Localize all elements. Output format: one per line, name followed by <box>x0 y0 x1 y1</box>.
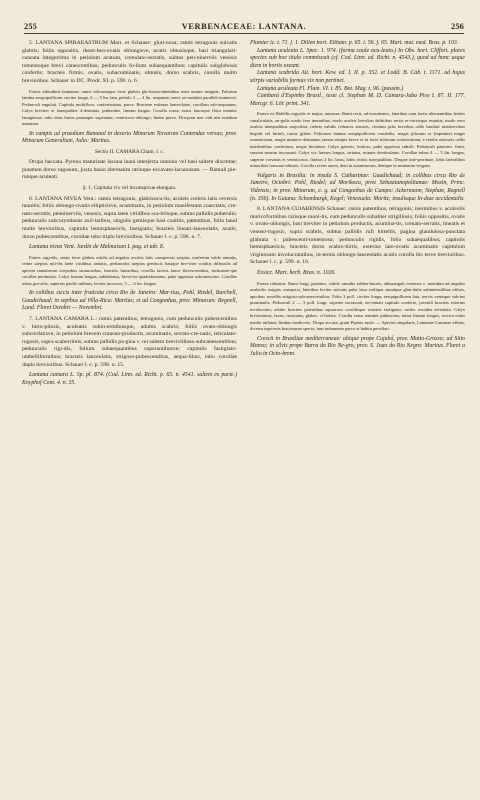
species-5-locality: In campis ad praedium Bananal in deserto Minarum Novarum Contendas versus; prov. Minarum Generalium, Julio: Martius. <box>22 130 237 145</box>
left-column <box>22 40 237 387</box>
section-heading: Sectio II. CAMARA Cham. l. c. <box>94 148 165 155</box>
species-6-description: 6. LANTANA NIVEA Vent.: ramis tetragonis, glabriuscu-lis, aculeis crebris latis reversis munitis; foliis oblongo-ovatis ellipticisve, acuminatis, in petiolum manifestum coarctatis, cre-nato-serratis, penninerviis, venosis, supra laete viridibus sca-brisque, subtus pallidis puberulis; pedunculis subcorymbosis axil-laribus, singulis gemisque basi coalitis, patentibus, folio haud multo brevioribus, capitulis hemisphaericis, fastigiatis; bracteis lineari-lanceolatis, acutis, dorso pubescentibus, corollae tubo triplo brevioribus. Schauer l. c. p. 596. n. 7. <box>22 195 237 240</box>
species-7-synonym-flum: Lantana aculeata Fl. Flum. VI. t. 85. Bot. Mag. t. 96. (passim.) <box>257 85 404 92</box>
species-8-notes: Frutex robustus. Rami longi, patentes, validi; ramulis sebber-baceis, obtusanguli, inermes v. interdum ad angulos aculeolis exiguis conspersi, lateribus leviter sulcatis pube laxa exiliqua simulque glan-dulis submeessilibus affixis, apicibus novellis strigoso-subcanescentibus. Folia 3 poll. circiter longa, sesquipollicem lata, nervis venisque sub-tus prominulis. Pedunculi 2 — 3 poll. longi, superne incrassati, ter-minati capitulo conferto, juvenili bracteis exterius involucrato; adulto bracteis patentibus squarroso corollisque exsertis fastigiato; rachis ovoidea alveolata. Calyx brevissimus, laxus, truncatus, glaber, ci-liolato. Corolla extus tenuiter pubescens; tubus lineam longus, recticu-culus medio inflatus; limbus mediocris. Drupa siccata, grani Piperis mole. — Species singularis, Lantanae Camarae affinis, diversa inpri-mis bractearum specie, tum indumento parco et habitu peculiari. <box>250 280 465 332</box>
species-5-notes: Frutex altitudinis humanae, ramis foliorumque facie glabris glu-tinoso-nitentibus inter omnes insignis. Folorum lamina sesquipollicem circiter longa, 6 — 9 lin. lata, petiolo 2 — 4 lin. aequante; nervi se-cundarii paralleli numerosi. Pedunculi angulati. Capitula multiflora, confertissima, parva. Bracteae extimae lanceolatae, corollam sub-aequantes. Calyx breviter et inaequaliter 4-dentatus, puberulus, lineam longus. Corolla rosea, extus faucaque flava tenuiter lanuginosa; tubo duas lineas parumper superante, ventricoso-oblongo; limbo parvo. Dru-pam non vidi nisi nondum maturam. <box>22 88 237 127</box>
species-7-synonym: Lantana camara L. Sp. pl. 874. (Cod. Linn. ed. Richt. p. 65. n. 4541. saltem ex parte.) Knyphof Cent. 4. n. 35. <box>22 372 237 386</box>
species-7-locality: Vulgaris in Brasilia: in insula S. Catharinae: Gaudichaud; in collibus circa Rio de Janeiro, Octobri: Pohl, Riedel; ad Morikoca, prov. Sebastianopolitanae: Mozin, Princ. Vidensis; in prov. Minarum, e. g. ad Congonhas de Campo: Ackermann, Stephan, Regnell (n. 356). In Guiana: Schomburgk, Kegel; Venezuela: Moritz; insulisque In-diae occidentalis. <box>250 172 465 202</box>
species-8-exsiccata: Exsicc. Mart. herb. Bras. n. 1026. <box>257 269 336 276</box>
species-8-locality: Crescit in Brasiliae mediterraneae: ubique prope Cujabá, prov. Matto-Grosso; ad Sitio Manso; in silvis prope Barra do Rio Ne-gro, prov. S. Joao do Rio Negro: Martius. Floret a Julio in Octo-brem. <box>250 335 465 357</box>
species-5-description: 5. LANTANA SPIRAEASTRUM Mart. et Schauer: gluti-nosa; ramis tetragonis sulcatis glabris; foliis oppositis, rhom-beo-ovatis oblongisve, acutis obtusisque, basi triangulari-cuneata integerrima in petiolum acutum, crenulato-serratis, subtus pen-ninerviis venosis tomentoque brevi canescentibus; pedunculis fo-lium subaequantibus; capitulis subglobosis confertis; bracteis firmis, ovatis, subacuminatis, obtusis, dorso scabris, corolla multo brevioribus. Schauer in DC. Prodr. XI. p. 596. n. 6. <box>22 40 237 84</box>
running-title: VERBENACEAE: LANTANA. <box>181 22 307 31</box>
species-6-synonym: Lantana nivea Vent. Jardin de Malmaison I. pag. et tab. 8. <box>29 244 165 251</box>
subsection-heading: §. 1. Capitula vix vel inconspicue elongata. <box>82 185 177 192</box>
text-columns <box>22 40 466 387</box>
species-7-synonym-scabrida: Lantana scabrida Ait. hort. Kew. ed. I. II. p. 352. et Lodd. B. Cab. t. 1171. ad hujus stirpis variabilis formas vix non pertinet. <box>250 70 465 84</box>
species-7-synonym-aculeata: Lantana aculeata L. Spec. 1. 974. (forma caule acu-leato.) In Obs. hort. Cliffort. plures species sub hoc titulo commiscuit (cf. Cod. Linn. ed. Richt. n. 4543.), quod ad hunc usque diem in hortis exeunt. <box>250 47 465 69</box>
species-8-description: 8. LANTANA CUJABENSIS Schauer: ramis patentibus, tetragonis; inermibus v. aculeolis muricoformibus rarisque muni-tis, cum pedunculis subaliter strigillosis; foliis oppositis, ovalis v. ovato-oblongis, basi breviter in petiolum productis, acumina-tis, crenato-serratis, lineatis et venoso-rugosis, supra scabris, subtus pallidis rufi hirtellis, pagina glandulosa-punctata glabrata v. pubescenti-tomentosa; pedunculis rigidis, folio subaequalibus; capitulis hemisphaericis; bracteis dorso scabro-hirtis, exterius lato-ovatis acuminatis capitulum virginosum involucrantibus, in-ternis oblongo-lanceolatis acutis corolla bis terve brevioribus. Schauer l. c. p. 599. n. 16. <box>250 206 465 266</box>
species-6-locality: In coltibus siccis inter fruticeta circa Rio de Janeiro: Mar-tius, Pohl, Riedel, Burchell, Gaudichaud; in sepibus ad Villa-Rica: Martius; et ad Congonhas, prov. Minarum: Regnell, Lund. Floret Octobri — Novembri. <box>22 290 237 312</box>
species-7-vernacular: Cambará d'Espinho Brasil., teste cl. Stephan M. D. Camara-Juba Piso I. 87. II. 177. Marcgr. 6. Lör. print. 341. <box>250 93 465 107</box>
species-7-notes: Frutex ex Ridellis orgyalis et major, ramosus. Rami recti, ad-scendentes, lateribus cum faciis alternantibus leviter canaliculatis, an-gulis modo fere inermibus, modo aculeis brevibus deltiiibus rectis re-curvisque munitis, modo vero aculeis inaequalibus majoribus crebris validis reduncis armatis, citerum pilis brevibus callo basilari insiden-tibus hispidi vel hirtuli, rarius glabri. Foliorum lamina sesquipollicem variabilis, magis pilosum et (inprimis) magis tomentosum, magis minutve dentatum, tamen semper breve et in facie foliorum scaberrimum, e setulis asterseis callis insidentibus confectum, neque hirsutum. Calyx generis, hiulcus, pube appressa subsili. Pedunculi patentes, firmi, sursum sensim incrassati. Calyx vix lineam longus, striatus, minute denticulatus. Corollae tubus 4 — 5 lin. longus, superne curvatus et ventricosus; limbus 2 lin. latus, lobis ovatis inaequalibus. Drupae inte-gerrimae, lobis lateralibus minoribus truncato-obtusis. Corolla recens aurea, dein in aurantiacum, denique in miniatum vergens. <box>250 111 465 169</box>
species-6-notes: Frutex orgyalis; ramis ferre glabris nitidis ad angulos aculeis latis compressis saepius confertim valde armatis, retine saepius niti-dis laete viridibus undatis, pedunculis saepius gemiscis basique bre-viter coalitis diffusulis ad apicem ramulorum corymbos strumosibus, bracteis linearibus, corollis lacteis fauce flavescentibus, inchoante-que corollae perimissis. Calyx lineam longus, sublabiatus, brevi-ter quadridentatus, pube appressa subcanescens. Corollae tubus gra-cilis, superius paullo inflatus, leviter incurvus, 5 — 6 lin. longus. <box>22 254 237 286</box>
species-7-references: Plumier ic. t. 71. f. 1. Dillen hort. Eltham. p. 65. t. 56. f. 65. Mart. mat. med. Bras. p. 103. <box>250 40 459 46</box>
running-header <box>24 22 464 34</box>
species-7-description: 7. LANTANA CAMARA L.: ramis patentibus, tetragonis, cum pedunculis pubescentibus v. hirto-pilosis, aculeatis subin-ermibusque, adultis scabris; foliis ovato-oblongis subcordatisve, in petiolum brevem cuneato-productis, acuminatis, serrato-cre-natis, reticulato-rugosis, supra scaberrimis, subtus pallidis pa-gina v. rei saltem breviviilloso subcanescentibus; pedunculis rigi-dis, folium subaequantibus superantibusve; capitulis fastigiato-umbelliformibus; bracteis lanceolatis, strigoso-pubescentibus, aequa-libus, tubo corollae duplo brevioribus. Schauer l. c. p. 598. n. 15. <box>22 315 237 368</box>
right-column <box>250 40 465 387</box>
section-description: Drupa baccata. Pyrena maturitate lacuna inani interjecta omnino vel basi saltem discretae; putamen dorso rugosum, juxta basin alternatim utrinque excavato-lacunosum. — Ramuli pie-runque aculeati. <box>22 159 237 181</box>
page-number-right: 256 <box>450 22 464 31</box>
page-number-left: 255 <box>24 22 38 31</box>
